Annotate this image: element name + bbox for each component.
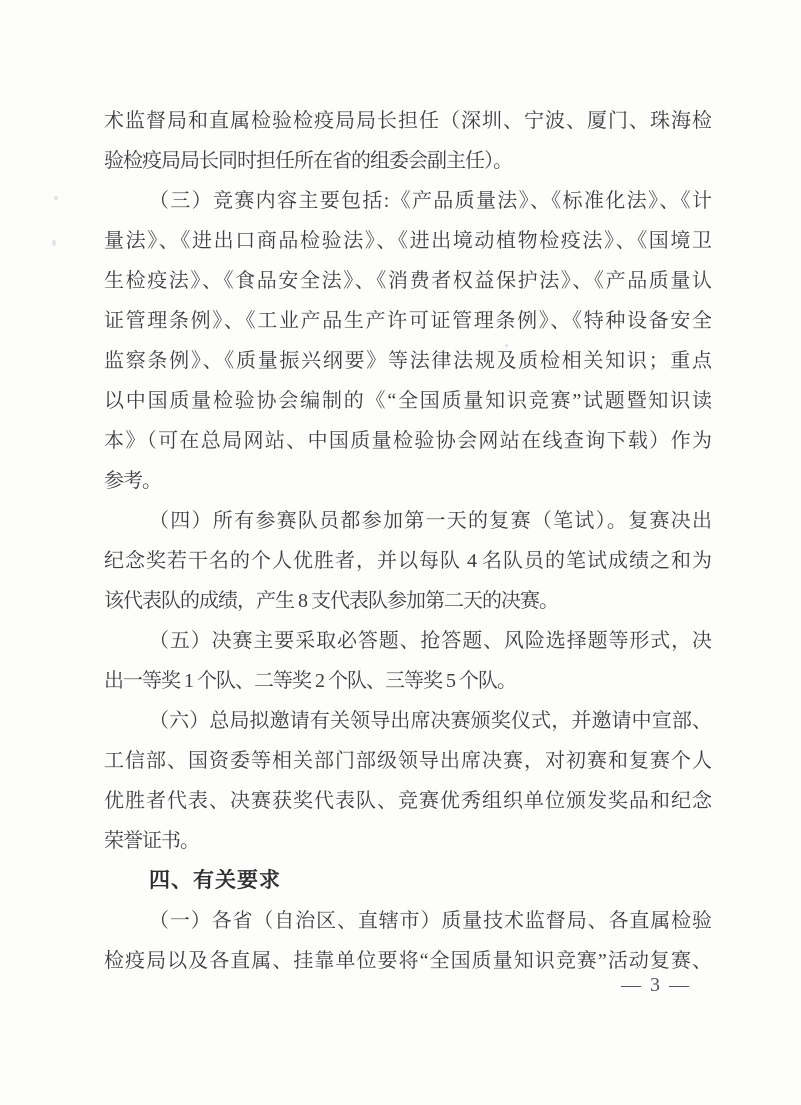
document-body bbox=[104, 101, 711, 981]
text-line: 本》（可在总局网站、中国质量检验协会网站在线查询下载）作为 bbox=[104, 430, 711, 452]
text-line: （五）决赛主要采取必答题、抢答题、风险选择题等形式，决 bbox=[149, 630, 711, 652]
text-line: 荣誉证书。 bbox=[104, 830, 199, 852]
text-line: 工信部、国资委等相关部门部级领导出席决赛，对初赛和复赛个人 bbox=[104, 750, 711, 772]
text-line: 以中国质量检验协会编制的《“全国质量知识竞赛”试题暨知识读 bbox=[104, 390, 711, 412]
text-line: 该代表队的成绩，产生 8 支代表队参加第二天的决赛。 bbox=[104, 590, 558, 612]
page-number: — 3 — bbox=[621, 974, 691, 996]
text-line: 术监督局和直属检验检疫局局长担任（深圳、宁波、厦门、珠海检 bbox=[104, 110, 711, 132]
section-heading: 四、有关要求 bbox=[149, 869, 281, 892]
text-line: （三）竞赛内容主要包括:《产品质量法》、《标准化法》、《计 bbox=[149, 190, 711, 212]
text-line: 检疫局以及各直属、挂靠单位要将“全国质量知识竞赛”活动复赛、 bbox=[104, 950, 711, 972]
text-line: 出一等奖 1 个队、二等奖 2 个队、三等奖 5 个队。 bbox=[104, 670, 516, 692]
text-line: （六）总局拟邀请有关领导出席决赛颁奖仪式，并邀请中宣部、 bbox=[149, 710, 711, 732]
text-line: 验检疫局局长同时担任所在省的组委会副主任）。 bbox=[104, 150, 512, 172]
text-line: 证管理条例》、《工业产品生产许可证管理条例》、《特种设备安全 bbox=[104, 310, 711, 332]
text-line: 优胜者代表、决赛获奖代表队、竞赛优秀组织单位颁发奖品和纪念 bbox=[104, 790, 711, 812]
text-line: （四）所有参赛队员都参加第一天的复赛（笔试）。复赛决出 bbox=[149, 510, 711, 532]
text-line: （一）各省（自治区、直辖市）质量技术监督局、各直属检验 bbox=[149, 910, 711, 932]
text-line: 量法》、《进出口商品检验法》、《进出境动植物检疫法》、《国境卫 bbox=[104, 230, 711, 252]
scan-speck bbox=[54, 196, 58, 200]
text-line: 生检疫法》、《食品安全法》、《消费者权益保护法》、《产品质量认 bbox=[104, 270, 711, 292]
text-line: 参考。 bbox=[104, 470, 161, 492]
text-line: 纪念奖若干名的个人优胜者，并以每队 4 名队员的笔试成绩之和为 bbox=[104, 550, 711, 572]
scan-speck bbox=[52, 240, 56, 246]
text-line: 监察条例》、《质量振兴纲要》等法律法规及质检相关知识；重点 bbox=[104, 350, 711, 372]
